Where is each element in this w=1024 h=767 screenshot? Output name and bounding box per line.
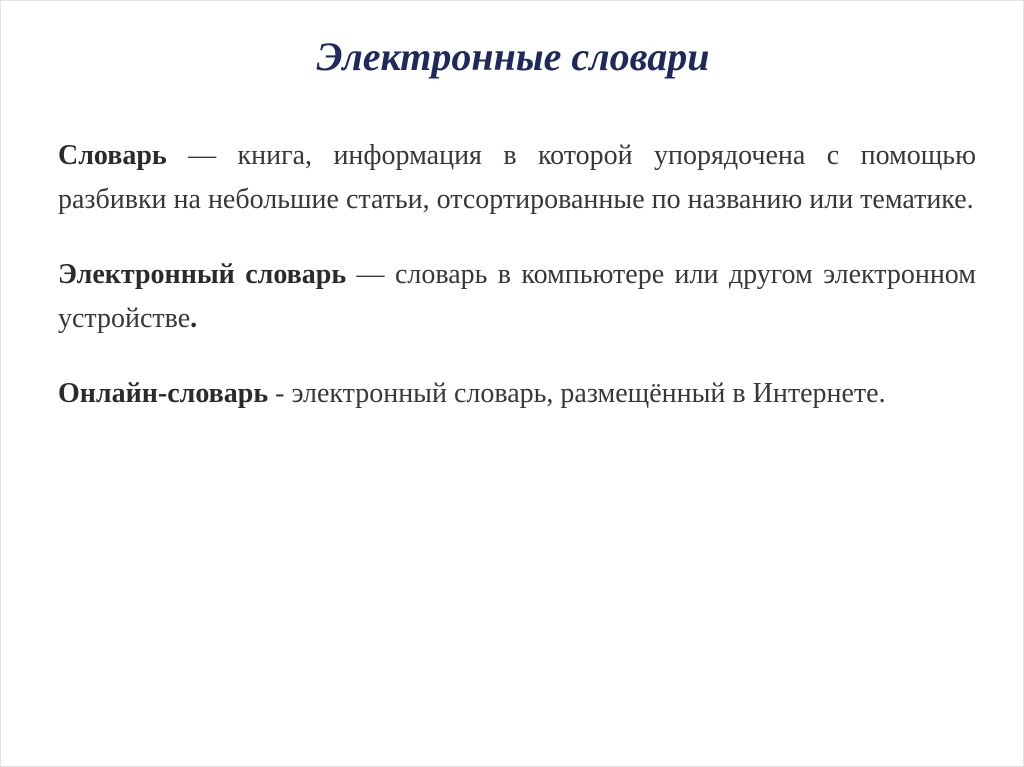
term-online-dictionary: Онлайн-словарь [58, 378, 269, 409]
definition-online-dictionary-text: - электронный словарь, размещённый в Интернете. [268, 378, 886, 409]
slide-title: Электронные словари [316, 34, 710, 79]
term-electronic-dictionary: Электронный словарь [58, 259, 347, 290]
slide-content [58, 134, 976, 416]
definition-dictionary [58, 134, 976, 222]
definition-electronic-dictionary-period: . [190, 303, 198, 334]
term-dictionary: Словарь [58, 140, 167, 171]
definition-online-dictionary [58, 372, 976, 416]
definition-electronic-dictionary [58, 253, 976, 341]
definition-dictionary-text: — книга, информация в которой упорядочена с помощью разбивки на небольшие статьи, отсортированные по названию или тематике. [58, 140, 976, 215]
definition-electronic-dictionary-text: — словарь в компьютере или другом электронном устройстве [58, 259, 976, 334]
